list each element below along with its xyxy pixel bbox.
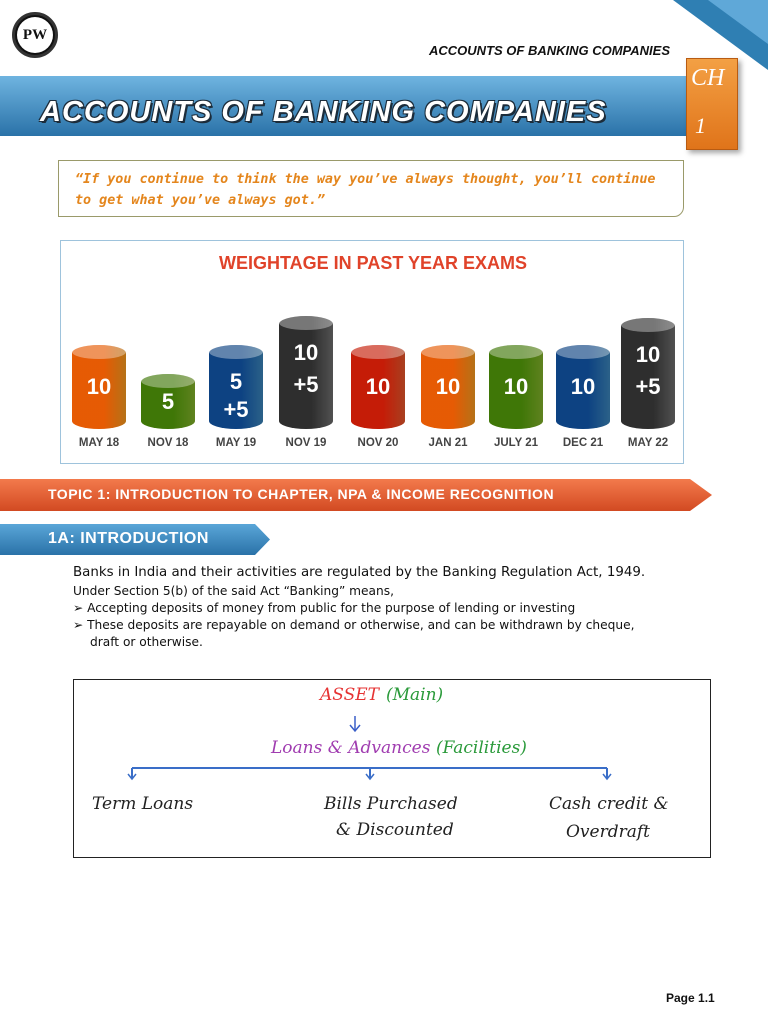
weightage-bar <box>351 345 405 429</box>
topic-title: TOPIC 1: INTRODUCTION TO CHAPTER, NPA & INCOME RECOGNITION <box>48 486 555 502</box>
weightage-bar <box>621 318 675 429</box>
cash-credit-label: Cash credit & <box>549 794 669 814</box>
weightage-exam-label: MAY 22 <box>627 437 669 449</box>
facilities-label: (Facilities) <box>436 738 527 758</box>
weightage-bar <box>421 345 475 429</box>
section-title: 1A: INTRODUCTION <box>48 530 209 547</box>
page-number: Page 1.1 <box>666 991 715 1005</box>
weightage-value: +5 <box>223 397 249 422</box>
weightage-exam-label: NOV 20 <box>357 437 399 449</box>
bullet-item: ➢ These deposits are repayable on demand or otherwise, and can be withdrawn by cheque, <box>73 618 635 632</box>
term-loans-label: Term Loans <box>92 794 194 814</box>
weightage-exam-label: MAY 19 <box>215 437 257 449</box>
weightage-value: +5 <box>293 372 319 397</box>
chapter-badge <box>686 58 738 150</box>
bills-label-cont: & Discounted <box>336 820 454 840</box>
bullet-text: These deposits are repayable on demand or otherwise, and can be withdrawn by cheque, <box>87 618 635 632</box>
chapter-number: 1 <box>695 113 706 138</box>
weightage-exam-label: DEC 21 <box>562 437 604 449</box>
weightage-chart <box>60 240 684 464</box>
pw-logo <box>12 12 58 58</box>
weightage-bar <box>279 316 333 429</box>
loans-label: Loans & Advances <box>271 738 431 758</box>
running-header: ACCOUNTS OF BANKING COMPANIES <box>429 43 670 58</box>
weightage-bar <box>556 345 610 429</box>
weightage-bar <box>72 345 126 429</box>
weightage-value: 5 <box>161 388 175 414</box>
weightage-bar <box>141 374 195 429</box>
section-reference: Under Section 5(b) of the said Act “Banking” means, <box>73 584 394 598</box>
weightage-value-top: 10 <box>293 340 319 365</box>
chapter-title: ACCOUNTS OF BANKING COMPANIES <box>40 96 607 128</box>
weightage-value: 10 <box>570 374 596 399</box>
bullet-item: ➢ Accepting deposits of money from public for the purpose of lending or investing <box>73 601 576 615</box>
weightage-bar <box>209 345 263 429</box>
weightage-exam-label: JAN 21 <box>428 437 468 449</box>
bullet-text: Accepting deposits of money from public for the purpose of lending or investing <box>87 601 576 615</box>
bullet-continuation: draft or otherwise. <box>90 635 203 649</box>
weightage-value-top: 5 <box>229 369 243 394</box>
weightage-value: 10 <box>435 374 461 399</box>
weightage-exam-label: NOV 18 <box>147 437 189 449</box>
asset-main-label: (Main) <box>386 685 444 705</box>
asset-diagram <box>73 679 711 858</box>
weightage-bar <box>489 345 543 429</box>
overdraft-label: Overdraft <box>566 822 650 842</box>
weightage-value: 10 <box>365 374 391 399</box>
weightage-exam-label: MAY 18 <box>78 437 120 449</box>
chapter-label: CH <box>691 65 725 91</box>
asset-label: ASSET <box>320 685 380 705</box>
bills-label: Bills Purchased <box>324 794 458 814</box>
intro-paragraph: Banks in India and their activities are regulated by the Banking Regulation Act, 1949. <box>73 565 646 580</box>
weightage-value: 10 <box>86 374 112 399</box>
weightage-title: WEIGHTAGE IN PAST YEAR EXAMS <box>218 253 528 273</box>
corner-decoration-inner <box>708 0 768 44</box>
logo-text: PW <box>17 17 53 53</box>
weightage-value-top: 10 <box>635 342 661 367</box>
weightage-exam-label: NOV 19 <box>285 437 327 449</box>
quote-box: “If you continue to think the way you’ve always thought, you’ll continue to get what you’ve always got.” <box>58 160 684 217</box>
weightage-value: 10 <box>503 374 529 399</box>
weightage-value: +5 <box>635 374 661 399</box>
weightage-exam-label: JULY 21 <box>493 437 539 449</box>
